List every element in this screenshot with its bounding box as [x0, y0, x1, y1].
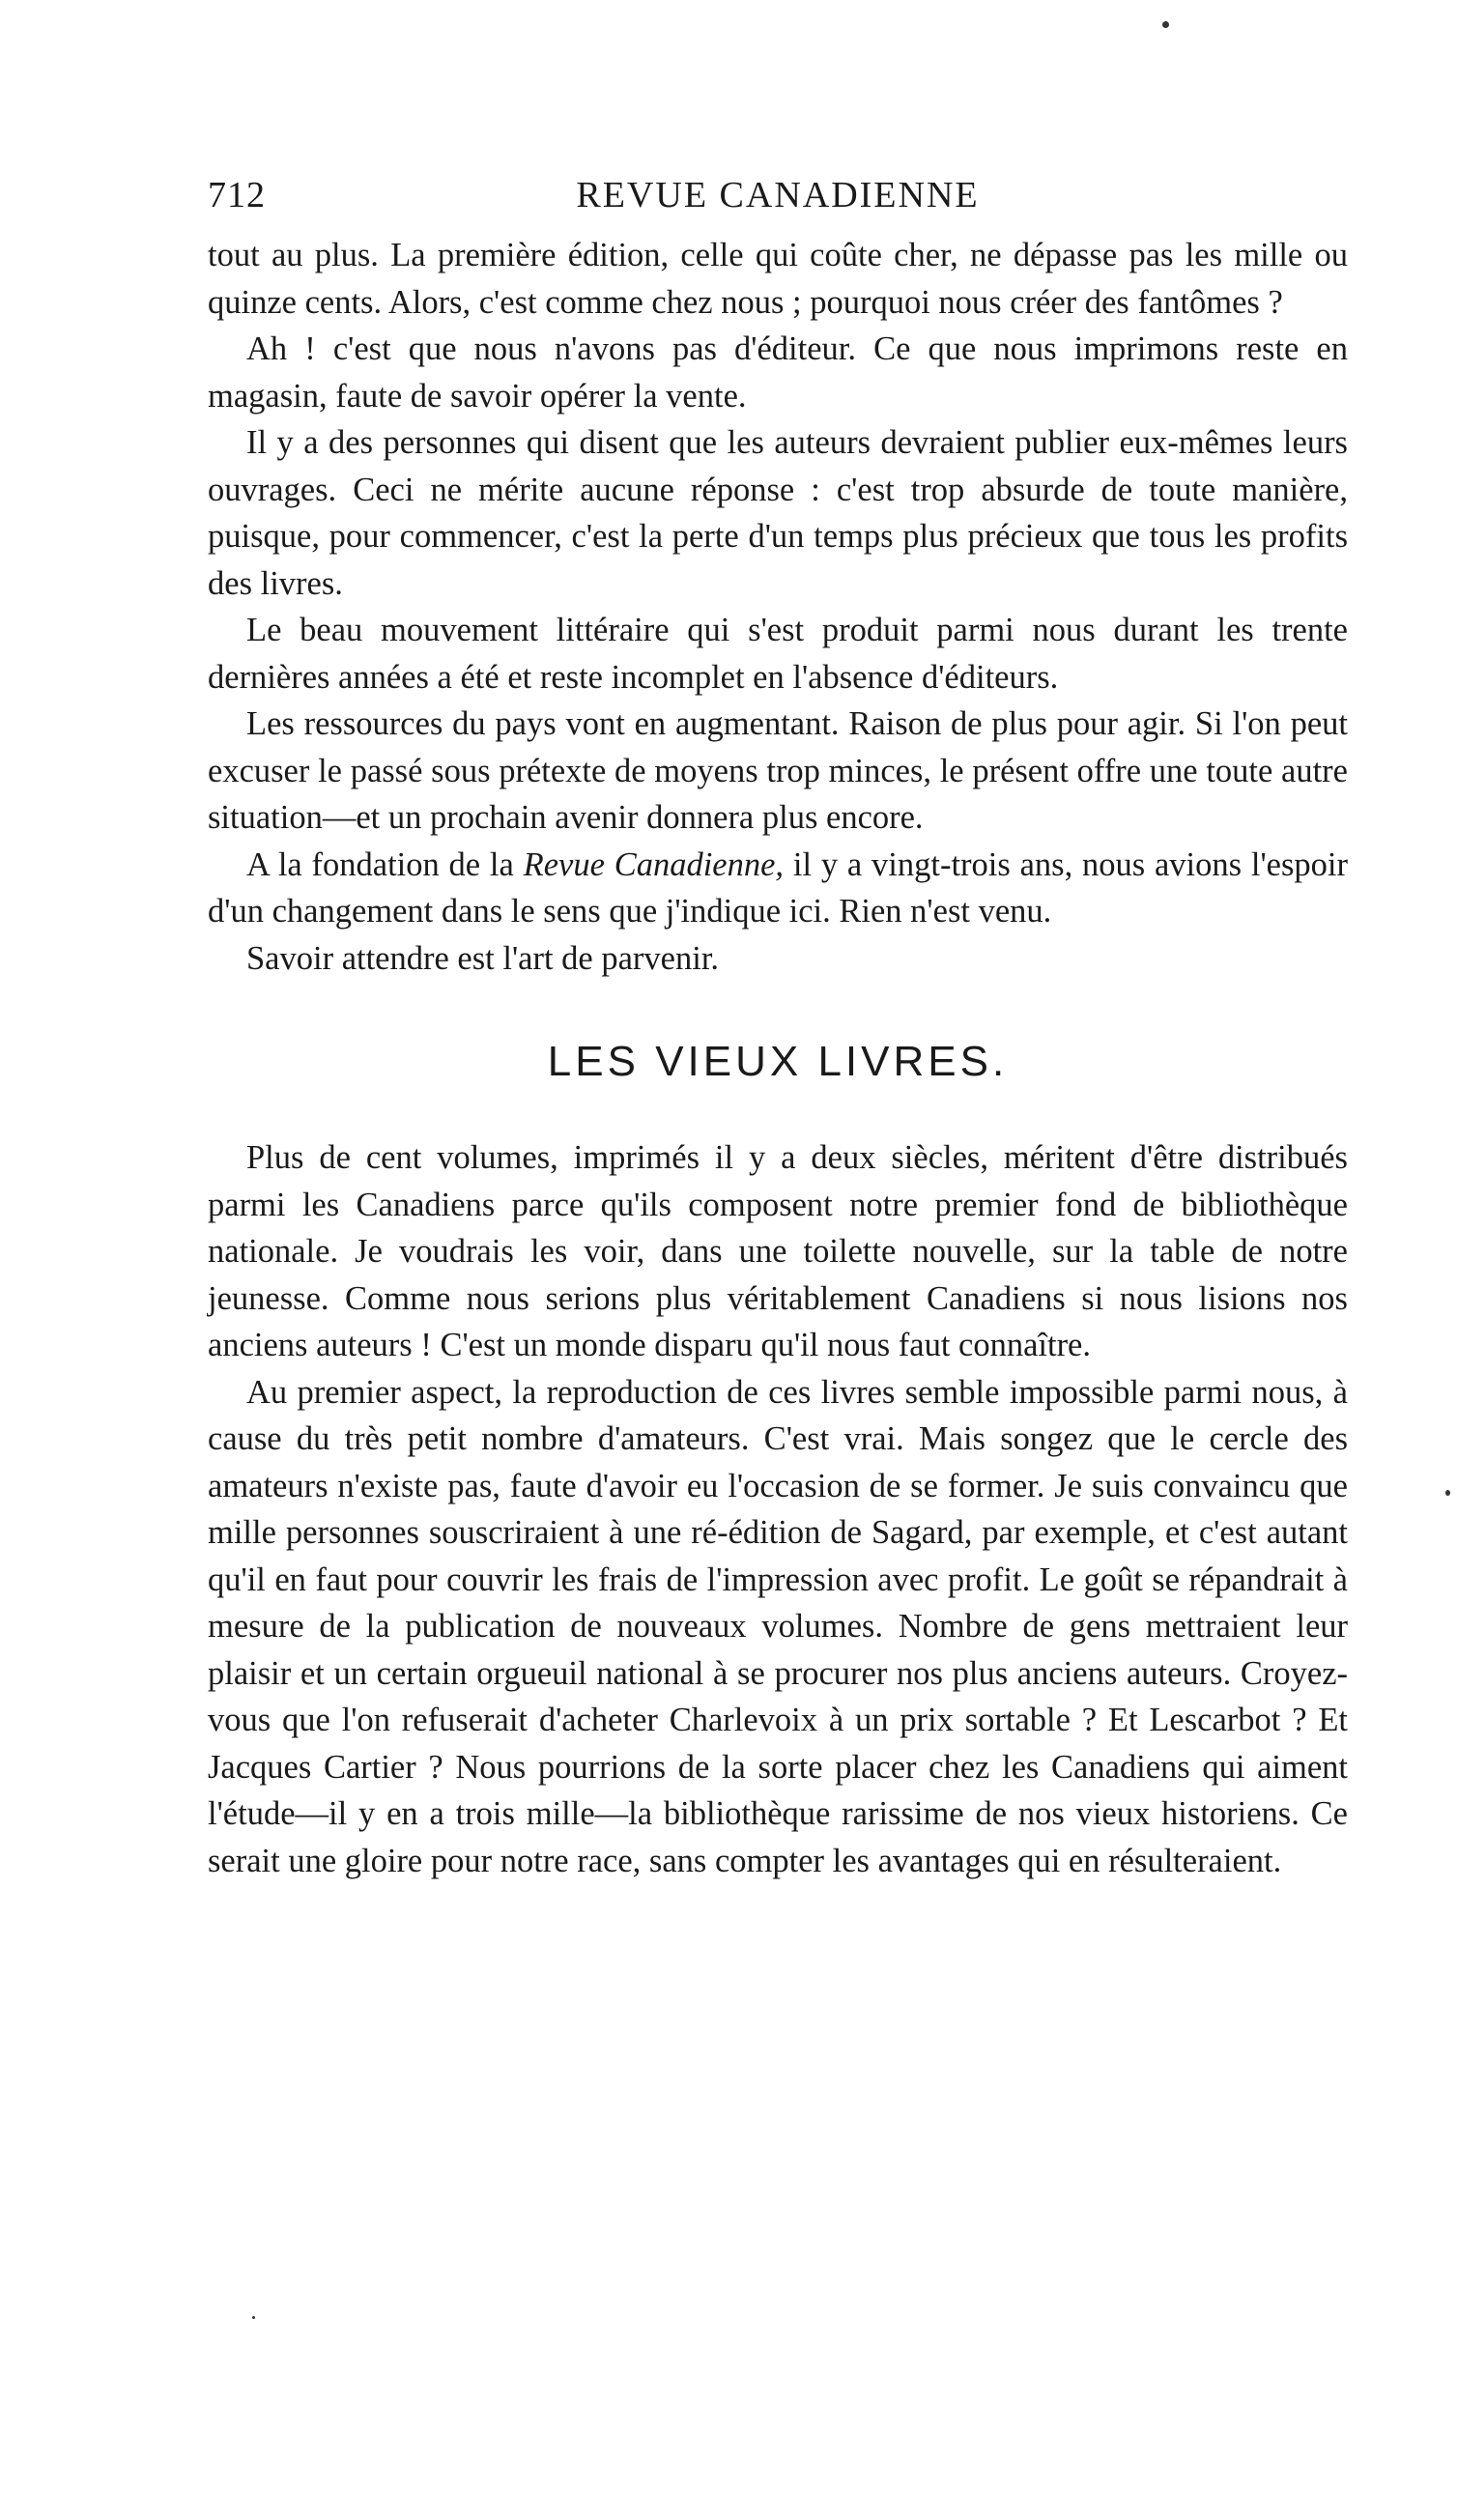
journal-title: REVUE CANADIENNE: [576, 175, 980, 215]
section-body: [208, 1134, 1348, 1884]
article-body: [208, 232, 1348, 982]
section-title: LES VIEUX LIVRES.: [547, 1038, 1009, 1085]
paragraph: Le beau mouvement littéraire qui s'est produit parmi nous durant les trente dernières années a été et reste incomplet en l'absence d'éditeurs.: [208, 612, 1348, 696]
paragraph: Plus de cent volumes, imprimés il y a deux siècles, méritent d'être distribués parmi les Canadiens parce qu'ils composent notre premier fond de bibliothèque nationale. Je voudrais les voir, dans une toilette nouvelle, sur la table de notre jeunesse. Comme nous serions plus véritablement Canadiens si nous lisions nos anciens auteurs ! C'est un monde disparu qu'il nous faut connaître.: [208, 1139, 1348, 1363]
page-number: 712: [208, 175, 266, 215]
paragraph-text: il y a vingt-trois ans, nous avions l'espoir d'un changement dans le sens que j'indique ici. Rien n'est venu.: [208, 845, 1348, 930]
document-page: [208, 174, 1348, 1884]
paragraph: Au premier aspect, la reproduction de ces livres semble impossible parmi nous, à cause du très petit nombre d'amateurs. C'est vrai. Mais songez que le cercle des amateurs n'existe pas, faute d'avoir eu l'occasion de se former. Je suis convaincu que mille personnes souscriraient à une ré-édition de Sagard, par exemple, et c'est autant qu'il en faut pour couvrir les frais de l'impression avec profit. Le goût se répandrait à mesure de la publication de nouveaux volumes. Nombre de gens mettraient leur plaisir et un certain orgueuil national à se procurer nos plus anciens auteurs. Croyez-vous que l'on refuserait d'acheter Charlevoix à un prix sortable ? Et Lescarbot ? Et Jacques Cartier ? Nous pourrions de la sorte placer chez les Canadiens qui aiment l'étude—il y en a trois mille—la bibliothèque rarissime de nos vieux historiens. Ce serait une gloire pour notre race, sans compter les avantages qui en résulteraient.: [208, 1373, 1348, 1879]
paragraph-text: A la fondation de la: [246, 845, 524, 883]
paragraph: tout au plus. La première édition, celle qui coûte cher, ne dépasse pas les mille ou quinze cents. Alors, c'est comme chez nous ; pourquoi nous créer des fantômes ?: [208, 237, 1348, 321]
paragraph: Savoir attendre est l'art de parvenir.: [246, 939, 720, 977]
print-speck: [252, 2316, 255, 2319]
running-head: [208, 174, 1348, 232]
paragraph: [208, 842, 1348, 935]
paragraph: Il y a des personnes qui disent que les auteurs devraient publier eux-mêmes leurs ouvrages. Ceci ne mérite aucune réponse : c'est trop absurde de toute manière, puisque, pour commencer, c'est la perte d'un temps plus précieux que tous les profits des livres.: [208, 424, 1348, 602]
paragraph: Ah ! c'est que nous n'avons pas d'éditeur. Ce que nous imprimons reste en magasin, faute de savoir opérer la vente.: [208, 330, 1348, 415]
print-speck: [1162, 21, 1169, 28]
paragraph: Les ressources du pays vont en augmentant. Raison de plus pour agir. Si l'on peut excuser le passé sous prétexte de moyens trop minces, le présent offre une toute autre situation—et un prochain avenir donnera plus encore.: [208, 705, 1348, 836]
print-speck: [1445, 1490, 1450, 1496]
journal-name-italic: Revue Canadienne,: [523, 845, 785, 883]
